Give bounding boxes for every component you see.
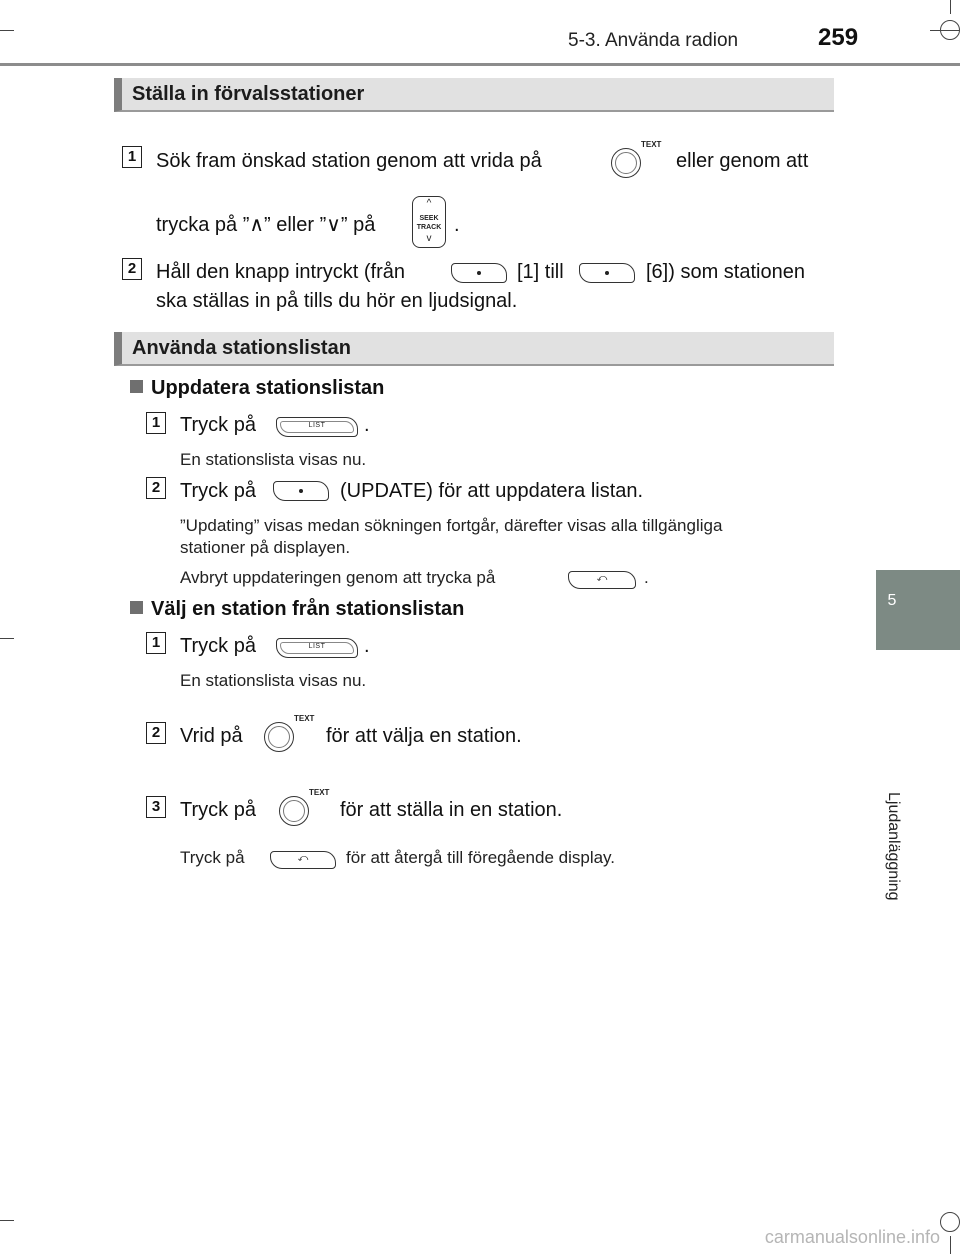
watermark: carmanualsonline.info — [764, 1227, 940, 1247]
step-note: En stationslista visas nu. — [180, 671, 367, 690]
page-number: 259 — [818, 24, 859, 51]
step-badge: 1 — [146, 632, 166, 654]
step-text: ska ställas in på tills du hör en ljudsignal. — [156, 290, 518, 312]
text-label: TEXT — [641, 140, 662, 149]
footer-note: för att återgå till föregående display. — [346, 848, 616, 867]
step-note: . — [644, 568, 649, 587]
step-text: [1] till — [517, 261, 564, 283]
bullet-square-icon — [130, 380, 143, 393]
crop-mark — [0, 1220, 14, 1221]
text-label: TEXT — [294, 714, 315, 723]
registration-mark — [940, 1212, 960, 1232]
step-note: ”Updating” visas medan sökningen fortgår, därefter visas alla tillgängliga — [180, 516, 723, 535]
chapter-label: Ljudanläggning — [885, 792, 902, 901]
tune-knob-icon — [264, 722, 294, 752]
seek-track-button-icon: ^ SEEK TRACK v — [412, 196, 446, 248]
list-button-icon: LIST — [276, 638, 358, 658]
subsection-title: Välj en station från stationslistan — [130, 598, 464, 621]
crop-mark — [950, 0, 951, 14]
preset-button-icon — [579, 263, 635, 283]
preset-button-icon — [273, 481, 329, 501]
step-text: [6]) som stationen — [646, 261, 805, 283]
step-text: Tryck på — [180, 635, 256, 657]
chapter-number: 5 — [887, 592, 897, 609]
back-button-icon: ⤺ — [568, 571, 636, 589]
step-badge: 2 — [122, 258, 142, 280]
subsection-title: Uppdatera stationslistan — [130, 377, 384, 400]
step-badge: 2 — [146, 477, 166, 499]
list-button-icon: LIST — [276, 417, 358, 437]
step-note: En stationslista visas nu. — [180, 450, 367, 469]
step-note: stationer på displayen. — [180, 538, 351, 557]
step-note: Avbryt uppdateringen genom att trycka på — [180, 568, 496, 587]
step-text: Håll den knapp intryckt (från — [156, 261, 406, 283]
text-label: TEXT — [309, 788, 330, 797]
step-text: Tryck på — [180, 799, 256, 821]
tune-knob-icon — [611, 148, 641, 178]
crop-mark — [0, 638, 14, 639]
step-text: Sök fram önskad station genom att vrida på — [156, 150, 542, 172]
header-section-title: 5-3. Använda radion — [568, 30, 739, 51]
bullet-square-icon — [130, 601, 143, 614]
step-badge: 1 — [122, 146, 142, 168]
step-text: . — [364, 635, 370, 657]
step-badge: 1 — [146, 412, 166, 434]
step-text: eller genom att — [676, 150, 809, 172]
step-text: . — [364, 414, 370, 436]
section-title: Ställa in förvalsstationer — [132, 83, 365, 105]
footer-note: Tryck på — [180, 848, 245, 867]
crop-mark — [950, 1236, 951, 1254]
step-text: Tryck på — [180, 480, 256, 502]
section-title: Använda stationslistan — [132, 337, 351, 359]
step-text: för att ställa in en station. — [340, 799, 563, 821]
preset-button-icon — [451, 263, 507, 283]
step-text: trycka på ”∧” eller ”∨” på — [156, 214, 376, 236]
section-header-station-list — [114, 332, 834, 366]
registration-mark — [940, 20, 960, 40]
chapter-tab — [876, 570, 960, 650]
step-text: för att välja en station. — [326, 725, 522, 747]
step-text: Vrid på — [180, 725, 243, 747]
header-rule — [0, 63, 960, 66]
step-badge: 3 — [146, 796, 166, 818]
step-text: . — [454, 214, 460, 236]
step-badge: 2 — [146, 722, 166, 744]
crop-mark — [0, 30, 14, 31]
step-text: (UPDATE) för att uppdatera listan. — [340, 480, 644, 502]
section-header-presets — [114, 78, 834, 112]
step-text: Tryck på — [180, 414, 256, 436]
back-button-icon: ⤺ — [270, 851, 336, 869]
tune-knob-icon — [279, 796, 309, 826]
